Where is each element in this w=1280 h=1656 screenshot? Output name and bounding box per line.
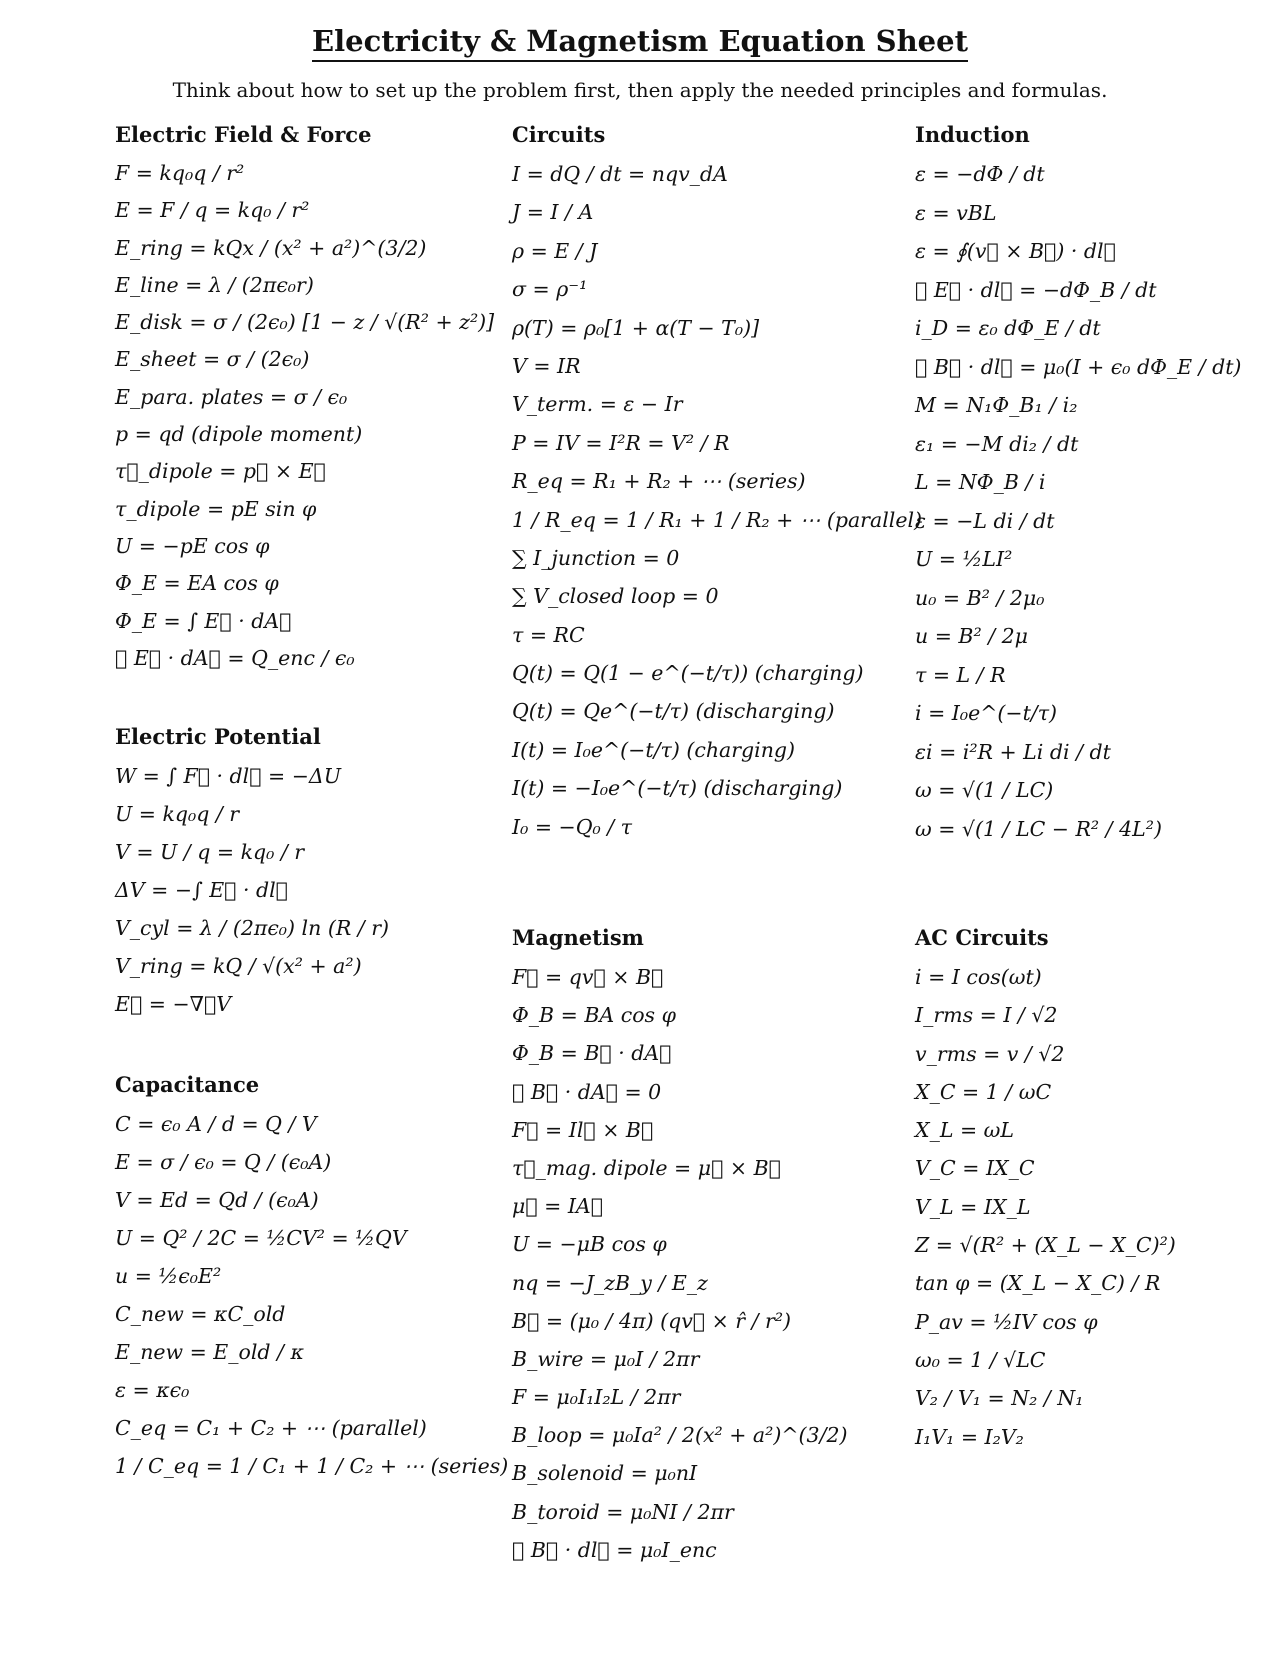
equation: ε = −L di / dt <box>915 508 1055 533</box>
equation: E_disk = σ / (2ϵ₀) [1 − z / √(R² + z²)] <box>115 310 495 335</box>
equation: C = ϵ₀ A / d = Q / V <box>115 1112 317 1136</box>
equation: Z = √(R² + (X_L − X_C)²) <box>915 1233 1176 1258</box>
equation: ε = −dΦ / dt <box>915 162 1045 186</box>
equation: P = IV = I²R = V² / R <box>512 430 730 455</box>
equation: E⃗ = −∇⃗V <box>115 992 232 1016</box>
section-electric-potential <box>115 724 485 1023</box>
equation: tan φ = (X_L − X_C) / R <box>915 1271 1161 1296</box>
equation: U = ½LI² <box>915 547 1013 571</box>
section-capacitance <box>115 1072 509 1485</box>
equation: V_term. = ε − Ir <box>512 392 683 417</box>
equation: V₂ / V₁ = N₂ / N₁ <box>915 1386 1084 1411</box>
equation: v_rms = v / √2 <box>915 1041 1065 1066</box>
equation: Φ_B = B⃗ · dA⃗ <box>512 1041 672 1066</box>
equation: V = IR <box>512 353 581 378</box>
equation: ρ(T) = ρ₀[1 + α(T − T₀)] <box>512 315 760 340</box>
equation-list <box>915 155 1275 848</box>
equation: τ = L / R <box>915 662 1006 687</box>
equation: E = F / q = kq₀ / r² <box>115 198 310 223</box>
equation: ε = ∮(v⃗ × B⃗) · dl⃗ <box>915 239 1116 263</box>
equation: R_eq = R₁ + R₂ + ⋯ (series) <box>512 469 806 494</box>
equation: E_line = λ / (2πϵ₀r) <box>115 272 314 297</box>
equation-list <box>512 958 902 1569</box>
equation-list <box>512 155 922 846</box>
equation: B_toroid = μ₀NI / 2πr <box>512 1499 734 1524</box>
page-title-text: Electricity & Magnetism Equation Sheet <box>312 24 968 62</box>
page-subtitle: Think about how to set up the problem first, then apply the needed principles and formulas. <box>172 78 1108 102</box>
equation: B_loop = μ₀Ia² / 2(x² + a²)^(3/2) <box>512 1423 848 1448</box>
equation: U = −μB cos φ <box>512 1232 667 1257</box>
equation: ∮ B⃗ · dl⃗ = μ₀I_enc <box>512 1537 717 1562</box>
equation: L = NΦ_B / i <box>915 470 1046 494</box>
equation: B_wire = μ₀I / 2πr <box>512 1346 700 1371</box>
equation: J = I / A <box>512 200 594 225</box>
section-heading: Electric Field & Force <box>115 122 372 147</box>
equation: nq = −J_zB_y / E_z <box>512 1270 708 1295</box>
equation: ε = vBL <box>915 200 997 225</box>
section-magnetism <box>512 925 902 1569</box>
equation: τ = RC <box>512 622 585 647</box>
equation: ω = √(1 / LC) <box>915 778 1054 802</box>
section-ac-circuits <box>915 925 1275 1456</box>
equation: V = U / q = kq₀ / r <box>115 840 305 864</box>
equation: i_D = ε₀ dΦ_E / dt <box>915 316 1101 340</box>
equation: Φ_B = BA cos φ <box>512 1003 676 1028</box>
equation: F = μ₀I₁I₂L / 2πr <box>512 1385 681 1410</box>
equation: U = −pE cos φ <box>115 533 270 558</box>
equation: u = B² / 2μ <box>915 624 1029 648</box>
section-heading: Magnetism <box>512 925 644 950</box>
equation: F⃗ = Il⃗ × B⃗ <box>512 1117 654 1142</box>
equation: ε₁ = −M di₂ / dt <box>915 431 1079 456</box>
equation: E_para. plates = σ / ϵ₀ <box>115 384 348 409</box>
section-heading: Circuits <box>512 122 606 147</box>
section-heading: Electric Potential <box>115 724 321 749</box>
equation: I(t) = I₀e^(−t/τ) (charging) <box>512 737 796 762</box>
equation: F = kq₀q / r² <box>115 161 245 185</box>
equation: V_C = IX_C <box>915 1156 1035 1181</box>
equation: i = I₀e^(−t/τ) <box>915 701 1058 725</box>
equation: U = Q² / 2C = ½CV² = ½QV <box>115 1226 407 1250</box>
equation-list <box>115 155 495 677</box>
equation: u = ½ϵ₀E² <box>115 1264 222 1288</box>
equation: V_ring = kQ / √(x² + a²) <box>115 954 362 978</box>
section-induction <box>915 122 1275 848</box>
equation: E_sheet = σ / (2ϵ₀) <box>115 347 310 372</box>
equation-list <box>115 757 485 1023</box>
equation: ∑ I_junction = 0 <box>512 545 680 570</box>
equation: I₀ = −Q₀ / τ <box>512 814 633 839</box>
equation: i = I cos(ωt) <box>915 965 1042 989</box>
equation: ρ = E / J <box>512 238 598 263</box>
equation: F⃗ = qv⃗ × B⃗ <box>512 965 664 989</box>
equation: C_eq = C₁ + C₂ + ⋯ (parallel) <box>115 1416 427 1440</box>
equation: U = kq₀q / r <box>115 802 240 826</box>
equation: τ⃗_dipole = p⃗ × E⃗ <box>115 459 326 484</box>
equation: B⃗ = (μ₀ / 4π) (qv⃗ × r̂ / r²) <box>512 1308 792 1333</box>
equation: ω = √(1 / LC − R² / 4L²) <box>915 816 1162 841</box>
equation: u₀ = B² / 2μ₀ <box>915 585 1045 610</box>
equation: εi = i²R + Li di / dt <box>915 739 1111 764</box>
equation: W = ∫ F⃗ · dl⃗ = −ΔU <box>115 764 342 788</box>
equation: Q(t) = Qe^(−t/τ) (discharging) <box>512 699 835 724</box>
equation: V = Ed = Qd / (ϵ₀A) <box>115 1188 319 1212</box>
section-electric-field <box>115 122 495 677</box>
equation: X_L = ωL <box>915 1118 1014 1143</box>
section-heading: Induction <box>915 122 1030 147</box>
equation: Φ_E = EA cos φ <box>115 571 279 596</box>
equation: X_C = 1 / ωC <box>915 1079 1052 1104</box>
equation: I₁V₁ = I₂V₂ <box>915 1424 1024 1449</box>
equation: P_av = ½IV cos φ <box>915 1309 1098 1334</box>
equation: ∮ B⃗ · dl⃗ = μ₀(I + ϵ₀ dΦ_E / dt) <box>915 354 1242 379</box>
section-circuits <box>512 122 922 846</box>
equation: Φ_E = ∫ E⃗ · dA⃗ <box>115 608 292 633</box>
equation: E_ring = kQx / (x² + a²)^(3/2) <box>115 235 427 260</box>
equation: M = N₁Φ_B₁ / i₂ <box>915 393 1078 417</box>
equation: μ⃗ = IA⃗ <box>512 1194 604 1219</box>
equation-list <box>915 958 1275 1456</box>
equation: ε = κϵ₀ <box>115 1378 190 1402</box>
equation: ∑ V_closed loop = 0 <box>512 584 719 609</box>
equation: τ_dipole = pE sin φ <box>115 496 317 521</box>
equation: I_rms = I / √2 <box>915 1003 1058 1028</box>
equation: σ = ρ⁻¹ <box>512 277 588 302</box>
equation: Q(t) = Q(1 − e^(−t/τ)) (charging) <box>512 661 864 686</box>
equation: ∮ E⃗ · dl⃗ = −dΦ_B / dt <box>915 277 1157 302</box>
equation: B_solenoid = μ₀nI <box>512 1461 698 1486</box>
equation: I = dQ / dt = nqv_dA <box>512 162 728 186</box>
equation: 1 / R_eq = 1 / R₁ + 1 / R₂ + ⋯ (parallel) <box>512 507 922 532</box>
section-heading: AC Circuits <box>915 925 1049 950</box>
equation: ∮ E⃗ · dA⃗ = Q_enc / ϵ₀ <box>115 645 355 670</box>
equation: E_new = E_old / κ <box>115 1340 304 1364</box>
equation: V_L = IX_L <box>915 1194 1031 1219</box>
section-heading: Capacitance <box>115 1072 260 1097</box>
equation: τ⃗_mag. dipole = μ⃗ × B⃗ <box>512 1155 781 1180</box>
equation: V_cyl = λ / (2πϵ₀) ln (R / r) <box>115 916 389 940</box>
equation: ΔV = −∫ E⃗ · dl⃗ <box>115 878 288 902</box>
equation: ω₀ = 1 / √LC <box>915 1347 1046 1372</box>
page-title <box>0 24 1280 58</box>
equation: ∮ B⃗ · dA⃗ = 0 <box>512 1079 662 1104</box>
equation: C_new = κC_old <box>115 1302 286 1326</box>
equation: 1 / C_eq = 1 / C₁ + 1 / C₂ + ⋯ (series) <box>115 1454 509 1478</box>
equation: I(t) = −I₀e^(−t/τ) (discharging) <box>512 776 843 801</box>
equation: p = qd (dipole moment) <box>115 422 363 447</box>
equation-list <box>115 1105 509 1485</box>
equation: E = σ / ϵ₀ = Q / (ϵ₀A) <box>115 1150 332 1174</box>
